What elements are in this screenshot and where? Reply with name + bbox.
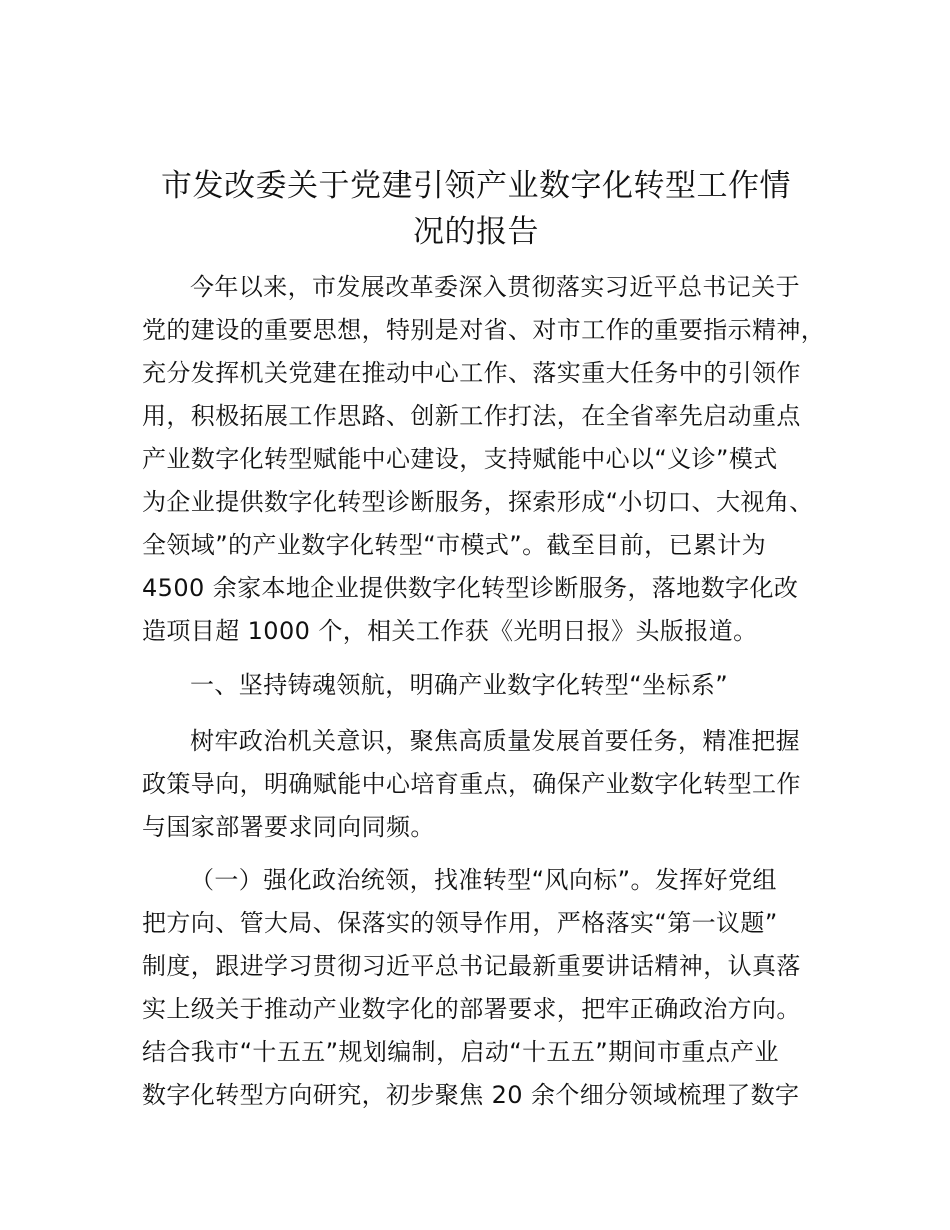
paragraph-line: 实上级关于推动产业数字化的部署要求，把牢正确政治方向。: [142, 995, 801, 1023]
paragraph-line: 制度，跟进学习贯彻习近平总书记最新重要讲话精神，认真落: [142, 952, 801, 980]
paragraph-line: 为企业提供数字化转型诊断服务，探索形成“小切口、大视角、: [142, 488, 814, 516]
paragraph-line: 产业数字化转型赋能中心建设，支持赋能中心以“义诊”模式: [142, 445, 778, 473]
paragraph-line: 4500 余家本地企业提供数字化转型诊断服务，落地数字化改: [142, 574, 799, 602]
paragraph-line: 数字化转型方向研究，初步聚焦 20 余个细分领域梳理了数字: [142, 1081, 800, 1109]
section-heading: 一、坚持铸魂领航，明确产业数字化转型“坐标系”: [190, 671, 729, 699]
paragraph-line: 充分发挥机关党建在推动中心工作、落实重大任务中的引领作: [142, 359, 801, 387]
paragraph-line: 政策导向，明确赋能中心培育重点，确保产业数字化转型工作: [142, 770, 801, 798]
paragraph-line: 全领域”的产业数字化转型“市模式”。截至目前，已累计为: [142, 531, 767, 559]
paragraph-line: 用，积极拓展工作思路、创新工作打法，在全省率先启动重点: [142, 402, 801, 430]
paragraph-line: 树牢政治机关意识，聚焦高质量发展首要任务，精准把握: [190, 727, 800, 755]
paragraph-line: 今年以来，市发展改革委深入贯彻落实习近平总书记关于: [190, 273, 800, 301]
paragraph-line: 造项目超 1000 个，相关工作获《光明日报》头版报道。: [142, 617, 758, 645]
paragraph-line: 把方向、管大局、保落实的领导作用，严格落实“第一议题”: [142, 909, 778, 937]
paragraph-line: 与国家部署要求同向同频。: [142, 813, 435, 841]
document-title-line-2: 况的报告: [413, 214, 539, 250]
document-title-line-1: 市发改委关于党建引领产业数字化转型工作情: [161, 168, 791, 204]
paragraph-line: （一）强化政治统领，找准转型“风向标”。发挥好党组: [190, 866, 777, 894]
paragraph-line: 结合我市“十五五”规划编制，启动“十五五”期间市重点产业: [142, 1038, 779, 1066]
paragraph-line: 党的建设的重要思想，特别是对省、对市工作的重要指示精神，: [142, 316, 826, 344]
